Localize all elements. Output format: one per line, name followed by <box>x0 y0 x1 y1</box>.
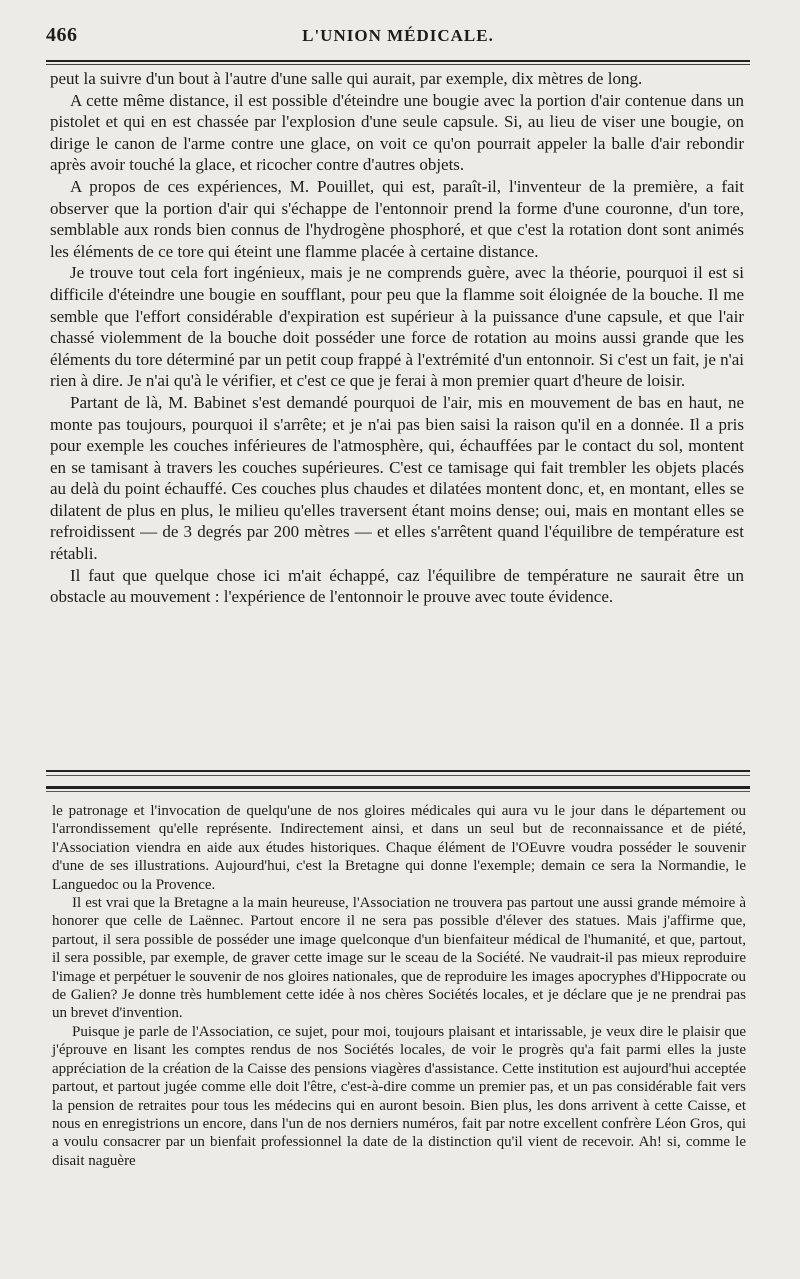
main-article <box>50 68 744 608</box>
article-paragraph: Il faut que quelque chose ici m'ait échappé, caz l'équilibre de température ne saurait être un obstacle au mouvement : l'expérience de l'entonnoir le prouve avec toute évidence. <box>50 565 744 607</box>
section-divider <box>46 770 750 776</box>
feuilleton-divider <box>46 786 750 792</box>
header-rule <box>46 60 750 65</box>
article-paragraph: Je trouve tout cela fort ingénieux, mais je ne comprends guère, avec la théorie, pourquoi il est si difficile d'éteindre une bougie en soufflant, pour peu que la flamme soit éloignée de la bouche. Il me semble que l'effort considérable d'expiration est supérieur à la puissance d'une capsule, et que l'air chassé violemment de la bouche doit posséder une force de rotation au moins aussi grande que les éléments du tore déterminé par un petit coup frappé à l'extrémité d'un entonnoir. Si c'est un fait, je n'ai rien à dire. Je n'ai qu'à le vérifier, et c'est ce que je ferai à mon premier quart d'heure de loisir. <box>50 263 744 391</box>
running-title: L'UNION MÉDICALE. <box>302 26 494 45</box>
feuilleton-paragraph: le patronage et l'invocation de quelqu'une de nos gloires médicales qui aura vu le jour dans le département ou l'arrondissement qu'elle représente. Indirectement ainsi, et dans un seul but de reconnaissance et de piété, l'Association viendra en aide aux études historiques. Chaque élément de l'OEuvre voudra posséder le souvenir d'une de ses illustrations. Aujourd'hui, c'est la Bretagne qui donne l'exemple; demain ce sera la Normandie, le Languedoc ou la Provence. <box>52 803 746 893</box>
article-paragraph: A propos de ces expériences, M. Pouillet, qui est, paraît-il, l'inventeur de la première, a fait observer que la portion d'air qui s'échappe de l'entonnoir prend la forme d'une couronne, d'un tore, semblable aux ronds bien connus de l'hydrogène phosphoré, et que c'est la rotation dont sont animés les éléments de ce tore qui éteint une flamme placée à certaine distance. <box>50 176 744 261</box>
page-header <box>46 24 750 58</box>
page-number: 466 <box>46 24 78 46</box>
feuilleton-paragraph: Il est vrai que la Bretagne a la main heureuse, l'Association ne trouvera pas partout une aussi grande mémoire à honorer que celle de Laënnec. Partout encore il ne sera pas possible d'élever des statues. Mais j'affirme que, partout, il sera possible de posséder une image quelconque d'un bienfaiteur médical de l'humanité, et que, partout, il sera possible, par exemple, de graver cette image sur le sceau de la Société. Ne vaudrait-il pas mieux reproduire l'image et perpétuer le souvenir de nos gloires nationales, que de reproduire les images apocryphes d'Hippocrate ou de Galien? Je donne très humblement cette idée à nos chères Sociétés locales, et je déclare que je ne prendrai pas un brevet d'invention. <box>52 895 746 1022</box>
feuilleton-section <box>52 802 746 1170</box>
feuilleton-paragraph: Puisque je parle de l'Association, ce sujet, pour moi, toujours plaisant et intarissable, je veux dire le plaisir que j'éprouve en lisant les comptes rendus de nos Sociétés locales, de voir le progrès qu'a fait parmi elles la juste appréciation de la création de la Caisse des pensions viagères d'assistance. Cette institution est aujourd'hui acceptée partout, et partout jugée comme elle doit l'être, c'est-à-dire comme un premier pas, et un pas considérable fait vers la pension de retraites pour tous les médecins qui en auront besoin. Bien plus, les dons arrivent à cette Caisse, et nous en enregistrions un encore, dans l'un de nos derniers numéros, fait par notre excellent confrère Léon Gros, qui a voulu consacrer par un bienfait professionnel la date de la distinction qu'il vient de recevoir. Ah! si, comme le disait naguère <box>52 1023 746 1169</box>
article-paragraph: peut la suivre d'un bout à l'autre d'une salle qui aurait, par exemple, dix mètres de long. <box>50 69 643 88</box>
article-paragraph: Partant de là, M. Babinet s'est demandé pourquoi de l'air, mis en mouvement de bas en haut, ne monte pas toujours, pourquoi il s'arrête; et je n'ai pas bien saisi la raison qu'il en a donnée. Il a pris pour exemple les couches inférieures de l'atmosphère, qui, échauffées par le contact du sol, montent en se tamisant à travers les couches supérieures. C'est ce tamisage qui fait trembler les objets placés au delà du point échauffé. Ces couches plus chaudes et dilatées montent donc, et, en montant, elles se dilatent de plus en plus, le milieu qu'elles traversent étant moins dense; oui, mais en montant elles se refroidissent — de 3 degrés par 200 mètres — et elles s'arrêtent quand l'équilibre de température est rétabli. <box>50 392 744 564</box>
article-paragraph: A cette même distance, il est possible d'éteindre une bougie avec la portion d'air contenue dans un pistolet et qui en est chassée par l'explosion d'une seule capsule. Si, au lieu de viser une bougie, on dirige le canon de l'arme contre une glace, on voit ce qu'on pourrait appeler la balle d'air rebondir après avoir touché la glace, et ricocher contre d'autres objets. <box>50 90 744 175</box>
